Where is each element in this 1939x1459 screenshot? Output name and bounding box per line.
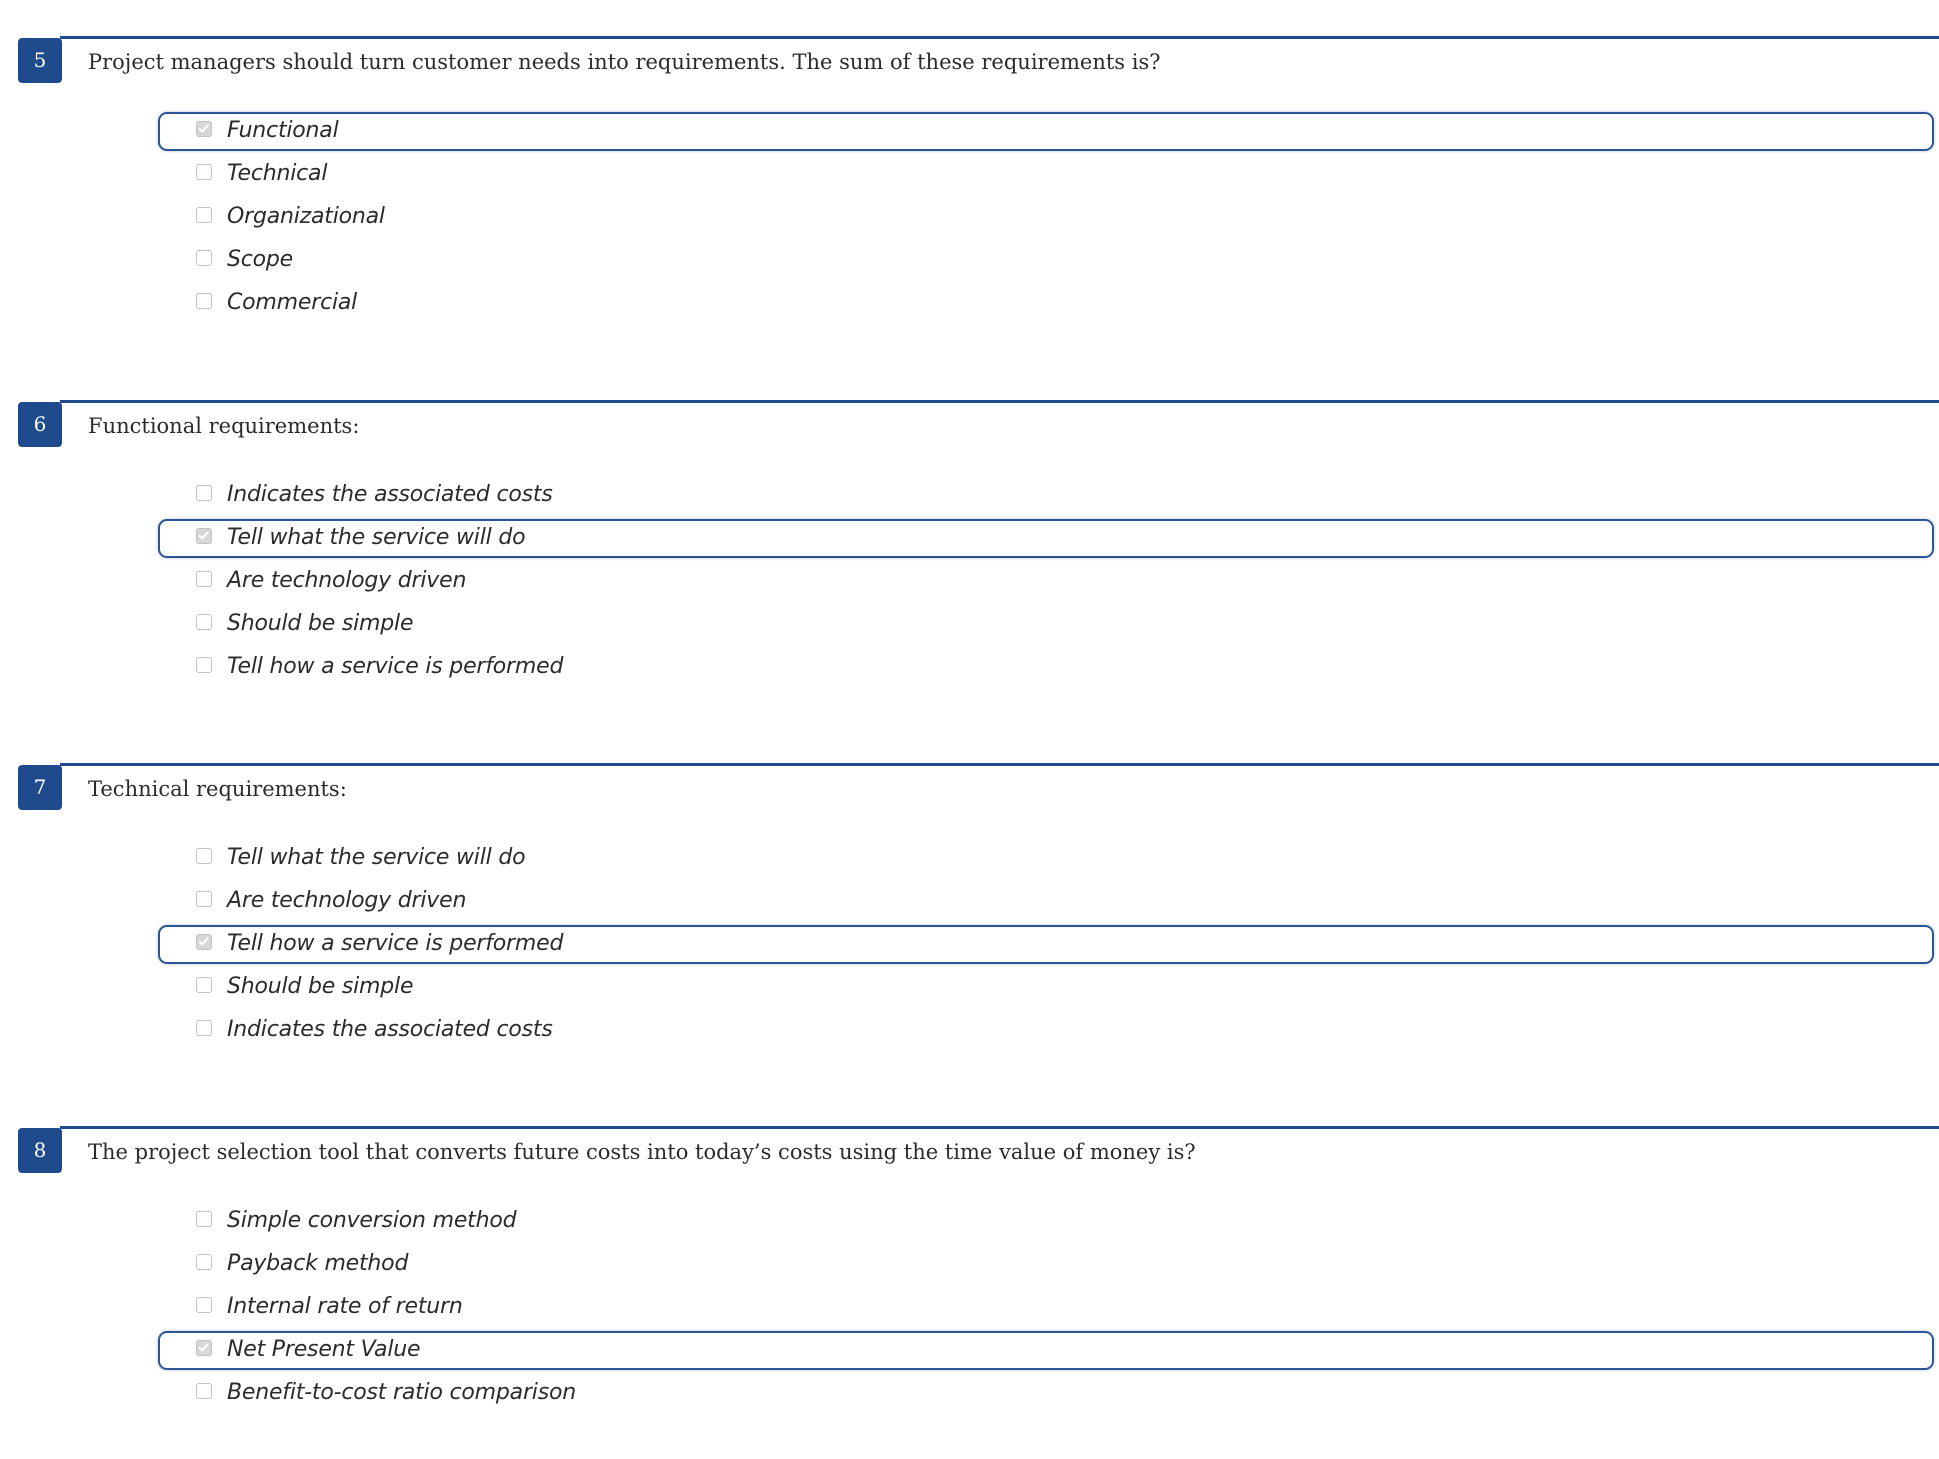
answer-option[interactable] <box>158 519 1934 558</box>
answer-option[interactable] <box>158 882 1934 921</box>
checkbox[interactable] <box>196 1211 212 1227</box>
answer-option-label: Net Present Value <box>227 1337 421 1362</box>
answer-option[interactable] <box>158 968 1934 1007</box>
checkbox[interactable] <box>196 1297 212 1313</box>
answer-option-label: Tell how a service is performed <box>227 931 564 956</box>
checkmark-icon <box>197 1341 210 1354</box>
answer-option-label: Payback method <box>227 1251 409 1276</box>
question-divider <box>60 36 1939 39</box>
question-divider <box>60 1126 1939 1129</box>
question-number-badge: 8 <box>18 1128 62 1173</box>
question-text: Project managers should turn customer needs into requirements. The sum of these requirements is? <box>88 50 1161 74</box>
question-text: Functional requirements: <box>88 414 360 438</box>
question-text: Technical requirements: <box>88 777 347 801</box>
checkbox[interactable] <box>196 1340 212 1356</box>
question-number-badge: 5 <box>18 38 62 83</box>
checkmark-icon <box>197 529 210 542</box>
answer-option[interactable] <box>158 1288 1934 1327</box>
answer-option-label: Should be simple <box>227 611 414 636</box>
answer-option[interactable] <box>158 241 1934 280</box>
answer-option[interactable] <box>158 1374 1934 1413</box>
checkbox[interactable] <box>196 571 212 587</box>
answer-option[interactable] <box>158 925 1934 964</box>
answer-option[interactable] <box>158 1011 1934 1050</box>
answer-option-label: Should be simple <box>227 974 414 999</box>
question-text: The project selection tool that converts future costs into today’s costs using the time value of money is? <box>88 1140 1196 1164</box>
question-divider <box>60 400 1939 403</box>
answer-option-label: Commercial <box>227 290 358 315</box>
answer-option-label: Functional <box>227 118 339 143</box>
answer-option[interactable] <box>158 648 1934 687</box>
answer-option[interactable] <box>158 112 1934 151</box>
checkbox[interactable] <box>196 293 212 309</box>
checkbox[interactable] <box>196 848 212 864</box>
answer-option-label: Are technology driven <box>227 888 467 913</box>
answer-option-label: Internal rate of return <box>227 1294 463 1319</box>
answer-option[interactable] <box>158 198 1934 237</box>
checkbox[interactable] <box>196 977 212 993</box>
checkbox[interactable] <box>196 1020 212 1036</box>
answer-option[interactable] <box>158 1202 1934 1241</box>
answer-option-label: Simple conversion method <box>227 1208 517 1233</box>
question-number-badge: 7 <box>18 765 62 810</box>
checkbox[interactable] <box>196 614 212 630</box>
answer-option-label: Organizational <box>227 204 385 229</box>
checkbox[interactable] <box>196 1254 212 1270</box>
question-divider <box>60 763 1939 766</box>
answer-option-label: Indicates the associated costs <box>227 1017 553 1042</box>
answer-option[interactable] <box>158 155 1934 194</box>
answer-option[interactable] <box>158 605 1934 644</box>
answer-option[interactable] <box>158 562 1934 601</box>
answer-option-label: Tell what the service will do <box>227 525 526 550</box>
checkbox[interactable] <box>196 528 212 544</box>
answer-option-label: Technical <box>227 161 328 186</box>
answer-option-label: Tell how a service is performed <box>227 654 564 679</box>
checkbox[interactable] <box>196 121 212 137</box>
answer-option[interactable] <box>158 1245 1934 1284</box>
answer-option-label: Indicates the associated costs <box>227 482 553 507</box>
checkbox[interactable] <box>196 250 212 266</box>
answer-option[interactable] <box>158 284 1934 323</box>
answer-option[interactable] <box>158 839 1934 878</box>
answer-option[interactable] <box>158 1331 1934 1370</box>
answer-option-label: Tell what the service will do <box>227 845 526 870</box>
checkbox[interactable] <box>196 934 212 950</box>
checkbox[interactable] <box>196 164 212 180</box>
checkbox[interactable] <box>196 891 212 907</box>
question-number-badge: 6 <box>18 402 62 447</box>
checkbox[interactable] <box>196 485 212 501</box>
checkbox[interactable] <box>196 657 212 673</box>
checkmark-icon <box>197 935 210 948</box>
answer-option-label: Scope <box>227 247 294 272</box>
checkmark-icon <box>197 122 210 135</box>
answer-option-label: Benefit-to-cost ratio comparison <box>227 1380 576 1405</box>
checkbox[interactable] <box>196 1383 212 1399</box>
checkbox[interactable] <box>196 207 212 223</box>
answer-option[interactable] <box>158 476 1934 515</box>
answer-option-label: Are technology driven <box>227 568 467 593</box>
